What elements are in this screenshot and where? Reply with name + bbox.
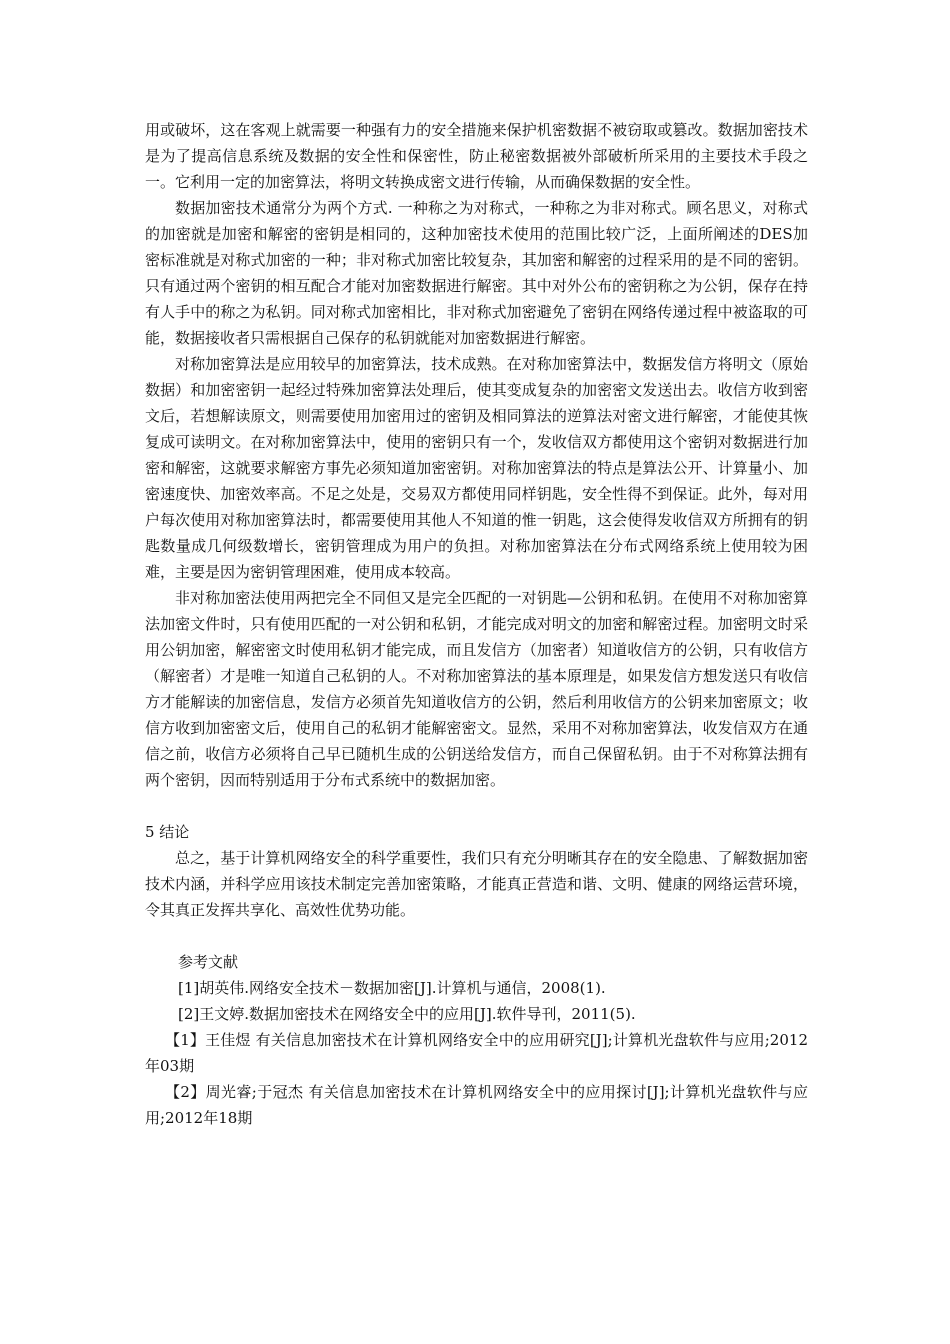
reference-item: 【1】王佳煜 有关信息加密技术在计算机网络安全中的应用研究[J];计算机光盘软件与应用;2012年03期 [145, 1031, 808, 1075]
reference-item: [1]胡英伟.网络安全技术－数据加密[J].计算机与通信，2008(1). [178, 979, 606, 997]
body-paragraph: 对称加密算法是应用较早的加密算法，技术成熟。在对称加密算法中，数据发信方将明文（原始数据）和加密密钥一起经过特殊加密算法处理后，使其变成复杂的加密密文发送出去。收信方收到密文后，若想解读原文，则需要使用加密用过的密钥及相同算法的逆算法对密文进行解密，才能使其恢复成可读明文。在对称加密算法中，使用的密钥只有一个，发收信双方都使用这个密钥对数据进行加密和解密，这就要求解密方事先必须知道加密密钥。对称加密算法的特点是算法公开、计算量小、加密速度快、加密效率高。不足之处是，交易双方都使用同样钥匙，安全性得不到保证。此外，每对用户每次使用对称加密算法时，都需要使用其他人不知道的惟一钥匙，这会使得发收信双方所拥有的钥匙数量成几何级数增长，密钥管理成为用户的负担。对称加密算法在分布式网络系统上使用较为困难，主要是因为密钥管理困难，使用成本较高。 [145, 355, 808, 581]
conclusion-paragraph: 总之，基于计算机网络安全的科学重要性，我们只有充分明晰其存在的安全隐患、了解数据加密技术内涵，并科学应用该技术制定完善加密策略，才能真正营造和谐、文明、健康的网络运营环境，令其真正发挥共享化、高效性优势功能。 [145, 849, 808, 919]
reference-item: [2]王文婷.数据加密技术在网络安全中的应用[J].软件导刊，2011(5). [178, 1005, 636, 1023]
references-title: 参考文献 [178, 953, 239, 971]
body-paragraph: 用或破坏，这在客观上就需要一种强有力的安全措施来保护机密数据不被窃取或篡改。数据加密技术是为了提高信息系统及数据的安全性和保密性，防止秘密数据被外部破析所采用的主要技术手段之一。它利用一定的加密算法，将明文转换成密文进行传输，从而确保数据的安全性。 [145, 121, 808, 191]
section-heading-conclusion: 5 结论 [145, 823, 190, 841]
body-paragraph: 数据加密技术通常分为两个方式. 一种称之为对称式，一种称之为非对称式。顾名思义，对称式的加密就是加密和解密的密钥是相同的，这种加密技术使用的范围比较广泛，上面所阐述的DES加密标准就是对称式加密的一种；非对称式加密比较复杂，其加密和解密的过程采用的是不同的密钥。只有通过两个密钥的相互配合才能对加密数据进行解密。其中对外公布的密钥称之为公钥，保存在持有人手中的称之为私钥。同对称式加密相比，非对称式加密避免了密钥在网络传递过程中被盗取的可能，数据接收者只需根据自己保存的私钥就能对加密数据进行解密。 [145, 199, 808, 347]
reference-item: 【2】周光睿;于冠杰 有关信息加密技术在计算机网络安全中的应用探讨[J];计算机光盘软件与应用;2012年18期 [145, 1083, 808, 1127]
document-page [145, 117, 808, 1131]
body-paragraph: 非对称加密法使用两把完全不同但又是完全匹配的一对钥匙—公钥和私钥。在使用不对称加密算法加密文件时，只有使用匹配的一对公钥和私钥，才能完成对明文的加密和解密过程。加密明文时采用公钥加密，解密密文时使用私钥才能完成，而且发信方（加密者）知道收信方的公钥，只有收信方（解密者）才是唯一知道自己私钥的人。不对称加密算法的基本原理是，如果发信方想发送只有收信方才能解读的加密信息，发信方必须首先知道收信方的公钥，然后利用收信方的公钥来加密原文；收信方收到加密密文后，使用自己的私钥才能解密密文。显然，采用不对称加密算法，收发信双方在通信之前，收信方必须将自己早已随机生成的公钥送给发信方，而自己保留私钥。由于不对称算法拥有两个密钥，因而特别适用于分布式系统中的数据加密。 [145, 589, 808, 789]
